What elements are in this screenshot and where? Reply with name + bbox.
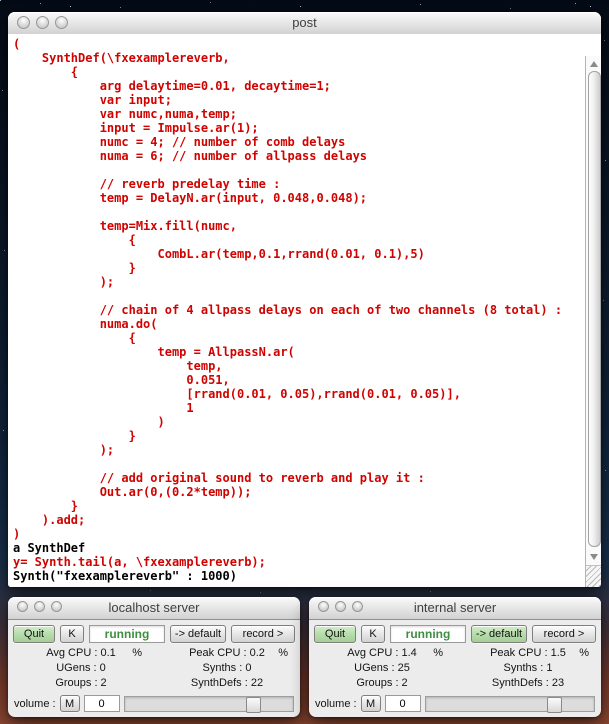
peak-cpu-stat: Peak CPU : 0.2 %: [189, 647, 288, 659]
localhost-server-window: [8, 597, 300, 717]
synths-stat: Synths : 1: [503, 662, 553, 674]
peak-cpu-stat: Peak CPU : 1.5 %: [490, 647, 589, 659]
kill-button[interactable]: K: [60, 625, 84, 643]
resize-grip-icon[interactable]: [586, 565, 601, 587]
make-default-button[interactable]: -> default: [471, 625, 527, 643]
window-title: post: [292, 15, 317, 30]
post-content: [8, 34, 601, 587]
post-titlebar[interactable]: [8, 12, 601, 35]
ugens-stat: UGens : 25: [354, 662, 410, 674]
scroll-up-icon[interactable]: [586, 57, 601, 70]
record-button[interactable]: record >: [231, 625, 295, 643]
record-button[interactable]: record >: [532, 625, 596, 643]
avg-cpu-stat: Avg CPU : 0.1 %: [46, 647, 142, 659]
volume-slider-handle[interactable]: [246, 697, 261, 713]
avg-cpu-stat: Avg CPU : 1.4 %: [347, 647, 443, 659]
kill-button[interactable]: K: [361, 625, 385, 643]
vertical-scrollbar[interactable]: [585, 56, 601, 587]
make-default-button[interactable]: -> default: [170, 625, 226, 643]
volume-value-field[interactable]: 0: [385, 695, 421, 712]
quit-button[interactable]: Quit: [314, 625, 356, 643]
scrollbar-thumb[interactable]: [588, 71, 601, 547]
window-title: localhost server: [108, 600, 200, 615]
status-display: running: [390, 625, 466, 643]
scroll-down-icon[interactable]: [586, 550, 601, 563]
volume-label: volume :: [14, 697, 56, 710]
volume-slider[interactable]: [124, 696, 294, 712]
synths-stat: Synths : 0: [202, 662, 252, 674]
server-stats: [309, 646, 601, 691]
status-display: running: [89, 625, 165, 643]
groups-stat: Groups : 2: [55, 677, 107, 689]
mute-button[interactable]: M: [361, 695, 381, 712]
quit-button[interactable]: Quit: [13, 625, 55, 643]
desktop-stars: [0, 0, 1, 1]
internal-server-window: [309, 597, 601, 717]
synthdefs-stat: SynthDefs : 22: [190, 677, 264, 689]
volume-value-field[interactable]: 0: [84, 695, 120, 712]
server-stats: [8, 646, 300, 691]
post-window: [8, 12, 601, 587]
mute-button[interactable]: M: [60, 695, 80, 712]
volume-slider-handle[interactable]: [547, 697, 562, 713]
volume-label: volume :: [315, 697, 357, 710]
window-title: internal server: [413, 600, 497, 615]
volume-slider[interactable]: [425, 696, 595, 712]
ugens-stat: UGens : 0: [56, 662, 106, 674]
server-titlebar[interactable]: [309, 597, 601, 620]
synthdefs-stat: SynthDefs : 23: [491, 677, 565, 689]
groups-stat: Groups : 2: [356, 677, 408, 689]
server-titlebar[interactable]: [8, 597, 300, 620]
code-area[interactable]: ( SynthDef(\fxexamplereverb, { arg delaytime=0.01, decaytime=1; var input; var numc,numa,temp; input = Impulse.ar(1); numc = 4; // number of comb delays numa = 6; // number of allpass delays // reverb predelay time : temp = DelayN.ar(input, 0.048,0.048); temp=Mix.fill(numc, { CombL.ar(temp,0.1,rrand(0.01, 0.1),5) } ); // chain of 4 allpass delays on each of two channels (8 total) : numa.do( { temp = AllpassN.ar( temp, 0.051, [rrand(0.01, 0.05),rrand(0.01, 0.05)], 1 ) } ); // add original sound to reverb and play it : Out.ar(0,(0.2*temp)); } ).add; ) a SynthDef y= Synth.tail(a, \fxexamplereverb); Synth("fxexamplereverb" : 1000): [13, 37, 563, 583]
